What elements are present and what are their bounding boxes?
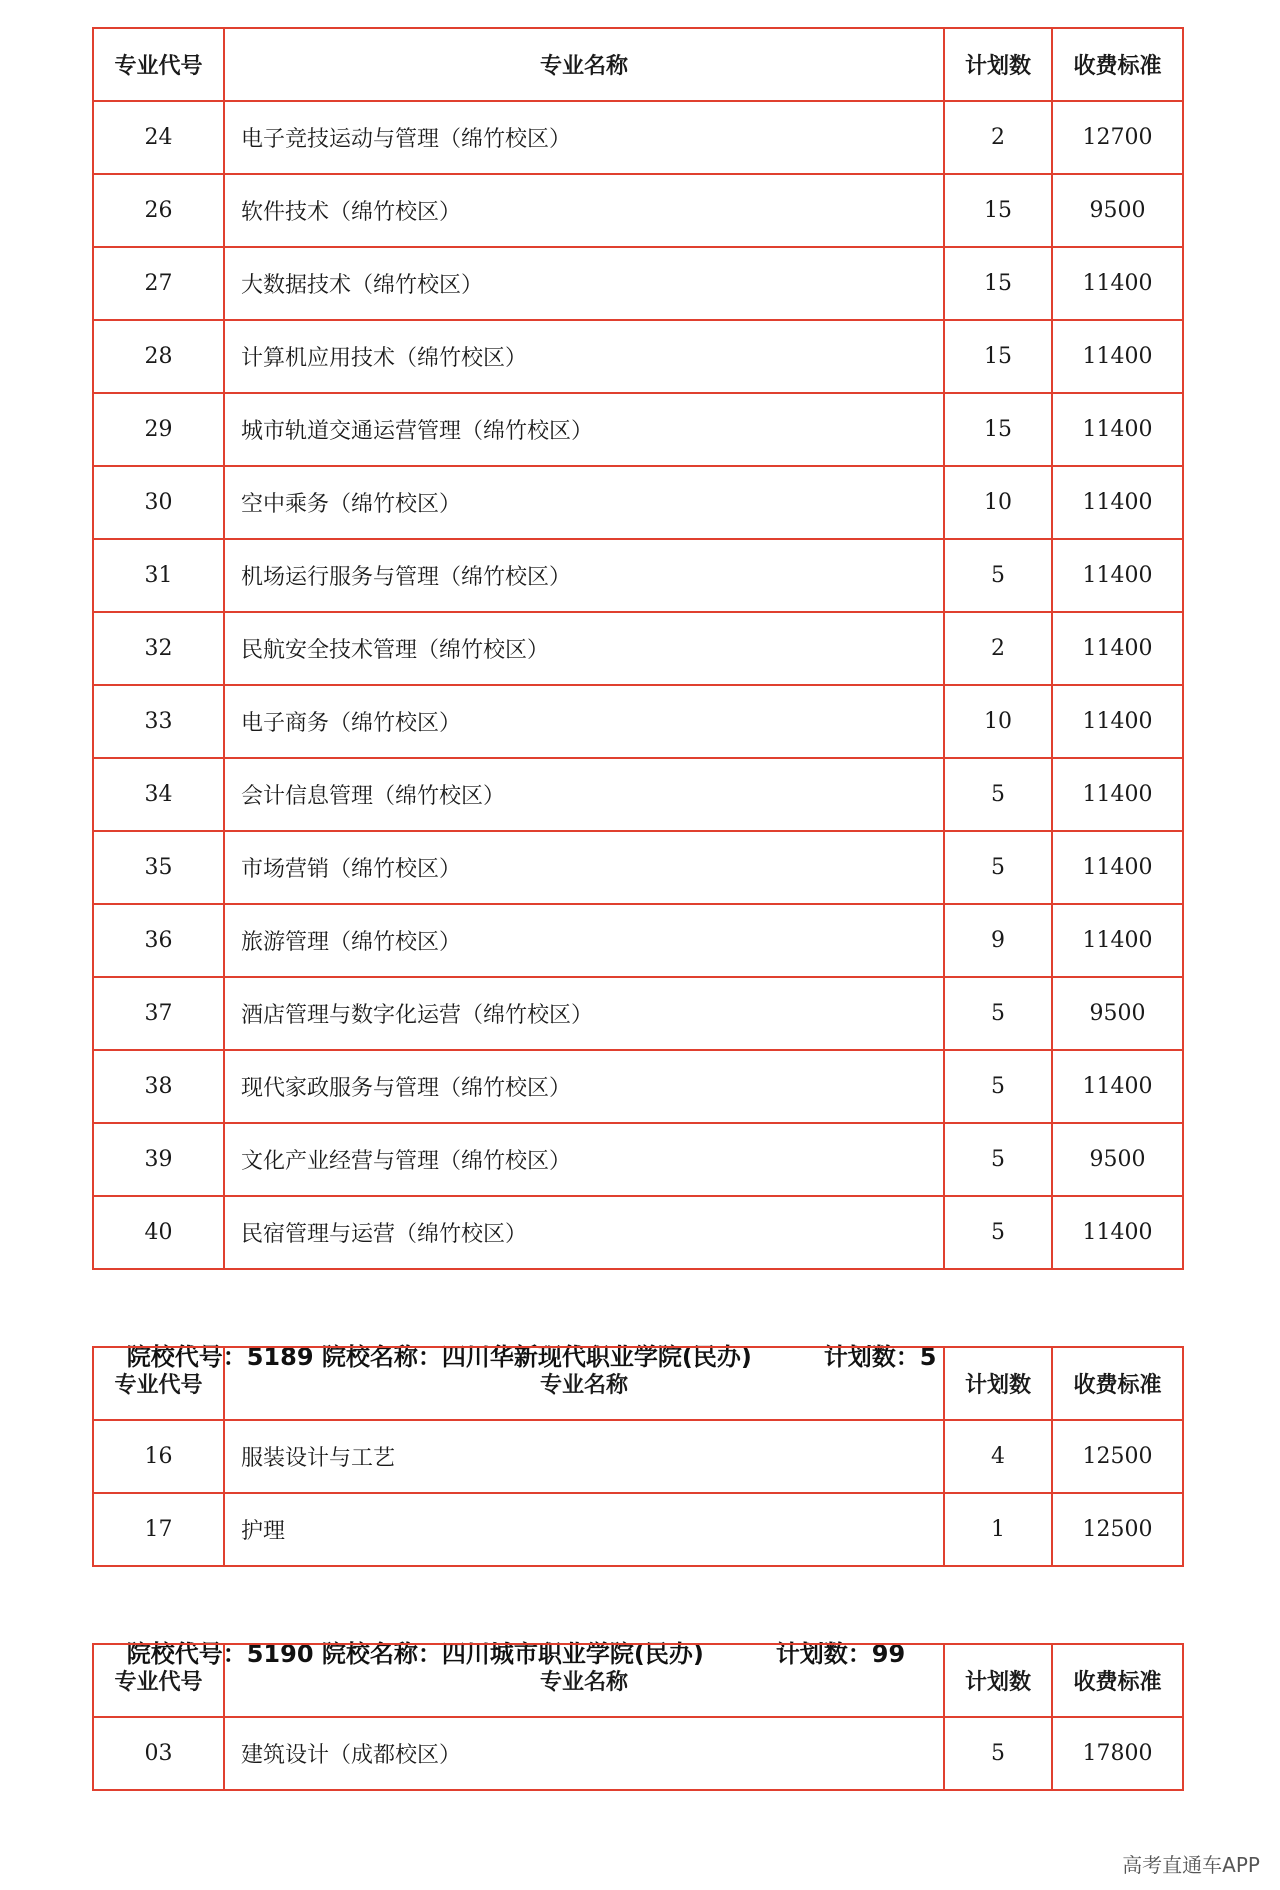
code-cell: 37	[93, 977, 224, 1050]
fee-cell: 12700	[1052, 101, 1183, 174]
watermark: 高考直通车APP	[1122, 1853, 1260, 1877]
table-row	[93, 1420, 1183, 1493]
code-cell: 32	[93, 612, 224, 685]
code-cell: 26	[93, 174, 224, 247]
plan-cell: 9	[944, 904, 1052, 977]
code-cell: 33	[93, 685, 224, 758]
header-code: 专业代号	[93, 1644, 224, 1717]
plan-cell: 5	[944, 1196, 1052, 1269]
fee-cell: 11400	[1052, 320, 1183, 393]
plan-cell: 1	[944, 1493, 1052, 1566]
plan-cell: 5	[944, 1050, 1052, 1123]
name-cell: 现代家政服务与管理（绵竹校区）	[224, 1050, 944, 1123]
name-cell: 民宿管理与运营（绵竹校区）	[224, 1196, 944, 1269]
name-cell: 电子竞技运动与管理（绵竹校区）	[224, 101, 944, 174]
name-cell: 文化产业经营与管理（绵竹校区）	[224, 1123, 944, 1196]
code-cell: 38	[93, 1050, 224, 1123]
header-code: 专业代号	[93, 28, 224, 101]
code-cell: 34	[93, 758, 224, 831]
school-header-left: 院校代号：5189 院校名称：四川华新现代职业学院(民办)	[126, 1343, 752, 1371]
code-cell: 24	[93, 101, 224, 174]
plan-cell: 5	[944, 758, 1052, 831]
table-row	[93, 612, 1183, 685]
fee-cell: 11400	[1052, 904, 1183, 977]
table-row	[93, 101, 1183, 174]
table-row	[93, 758, 1183, 831]
table-row	[93, 1050, 1183, 1123]
name-cell: 软件技术（绵竹校区）	[224, 174, 944, 247]
name-cell: 服装设计与工艺	[224, 1420, 944, 1493]
table-header-row	[93, 28, 1183, 101]
name-cell: 市场营销（绵竹校区）	[224, 831, 944, 904]
header-plan: 计划数	[944, 28, 1052, 101]
name-cell: 城市轨道交通运营管理（绵竹校区）	[224, 393, 944, 466]
fee-cell: 11400	[1052, 831, 1183, 904]
plan-cell: 5	[944, 1123, 1052, 1196]
name-cell: 酒店管理与数字化运营（绵竹校区）	[224, 977, 944, 1050]
enrollment-table-2	[92, 1346, 1184, 1567]
table-row	[93, 320, 1183, 393]
name-cell: 大数据技术（绵竹校区）	[224, 247, 944, 320]
fee-cell: 9500	[1052, 1123, 1183, 1196]
code-cell: 27	[93, 247, 224, 320]
name-cell: 计算机应用技术（绵竹校区）	[224, 320, 944, 393]
header-name: 专业名称	[224, 1644, 944, 1717]
plan-cell: 5	[944, 977, 1052, 1050]
name-cell: 建筑设计（成都校区）	[224, 1717, 944, 1790]
table-row	[93, 1123, 1183, 1196]
code-cell: 16	[93, 1420, 224, 1493]
enrollment-table-3	[92, 1643, 1184, 1791]
name-cell: 旅游管理（绵竹校区）	[224, 904, 944, 977]
table-row	[93, 685, 1183, 758]
header-fee: 收费标准	[1052, 1644, 1183, 1717]
plan-cell: 10	[944, 685, 1052, 758]
school-header-left: 院校代号：5190 院校名称：四川城市职业学院(民办)	[126, 1640, 704, 1668]
header-plan: 计划数	[944, 1347, 1052, 1420]
plan-cell: 5	[944, 539, 1052, 612]
name-cell: 电子商务（绵竹校区）	[224, 685, 944, 758]
name-cell: 空中乘务（绵竹校区）	[224, 466, 944, 539]
code-cell: 28	[93, 320, 224, 393]
school-header-right: 计划数：5	[823, 1343, 937, 1371]
header-code: 专业代号	[93, 1347, 224, 1420]
table-row	[93, 904, 1183, 977]
plan-cell: 5	[944, 831, 1052, 904]
code-cell: 40	[93, 1196, 224, 1269]
table-row	[93, 1196, 1183, 1269]
fee-cell: 12500	[1052, 1493, 1183, 1566]
fee-cell: 11400	[1052, 612, 1183, 685]
plan-cell: 15	[944, 174, 1052, 247]
plan-cell: 15	[944, 247, 1052, 320]
table-row	[93, 1493, 1183, 1566]
fee-cell: 11400	[1052, 758, 1183, 831]
code-cell: 35	[93, 831, 224, 904]
plan-cell: 10	[944, 466, 1052, 539]
code-cell: 36	[93, 904, 224, 977]
fee-cell: 11400	[1052, 539, 1183, 612]
code-cell: 03	[93, 1717, 224, 1790]
table-row	[93, 174, 1183, 247]
table-row	[93, 539, 1183, 612]
header-fee: 收费标准	[1052, 28, 1183, 101]
code-cell: 17	[93, 1493, 224, 1566]
name-cell: 民航安全技术管理（绵竹校区）	[224, 612, 944, 685]
code-cell: 30	[93, 466, 224, 539]
fee-cell: 9500	[1052, 174, 1183, 247]
name-cell: 机场运行服务与管理（绵竹校区）	[224, 539, 944, 612]
table-row	[93, 977, 1183, 1050]
header-plan: 计划数	[944, 1644, 1052, 1717]
table-row	[93, 466, 1183, 539]
plan-cell: 2	[944, 101, 1052, 174]
plan-cell: 4	[944, 1420, 1052, 1493]
header-fee: 收费标准	[1052, 1347, 1183, 1420]
name-cell: 护理	[224, 1493, 944, 1566]
header-name: 专业名称	[224, 28, 944, 101]
table-row	[93, 393, 1183, 466]
fee-cell: 11400	[1052, 1050, 1183, 1123]
plan-cell: 15	[944, 320, 1052, 393]
header-name: 专业名称	[224, 1347, 944, 1420]
code-cell: 39	[93, 1123, 224, 1196]
plan-cell: 5	[944, 1717, 1052, 1790]
table-row	[93, 831, 1183, 904]
fee-cell: 17800	[1052, 1717, 1183, 1790]
table-header-row	[93, 1644, 1183, 1717]
fee-cell: 9500	[1052, 977, 1183, 1050]
fee-cell: 12500	[1052, 1420, 1183, 1493]
fee-cell: 11400	[1052, 1196, 1183, 1269]
code-cell: 31	[93, 539, 224, 612]
plan-cell: 2	[944, 612, 1052, 685]
code-cell: 29	[93, 393, 224, 466]
table-header-row	[93, 1347, 1183, 1420]
plan-cell: 15	[944, 393, 1052, 466]
name-cell: 会计信息管理（绵竹校区）	[224, 758, 944, 831]
table-row	[93, 247, 1183, 320]
fee-cell: 11400	[1052, 466, 1183, 539]
table-row	[93, 1717, 1183, 1790]
fee-cell: 11400	[1052, 393, 1183, 466]
fee-cell: 11400	[1052, 247, 1183, 320]
enrollment-table-1	[92, 27, 1184, 1270]
fee-cell: 11400	[1052, 685, 1183, 758]
school-header-right: 计划数：99	[775, 1640, 906, 1668]
